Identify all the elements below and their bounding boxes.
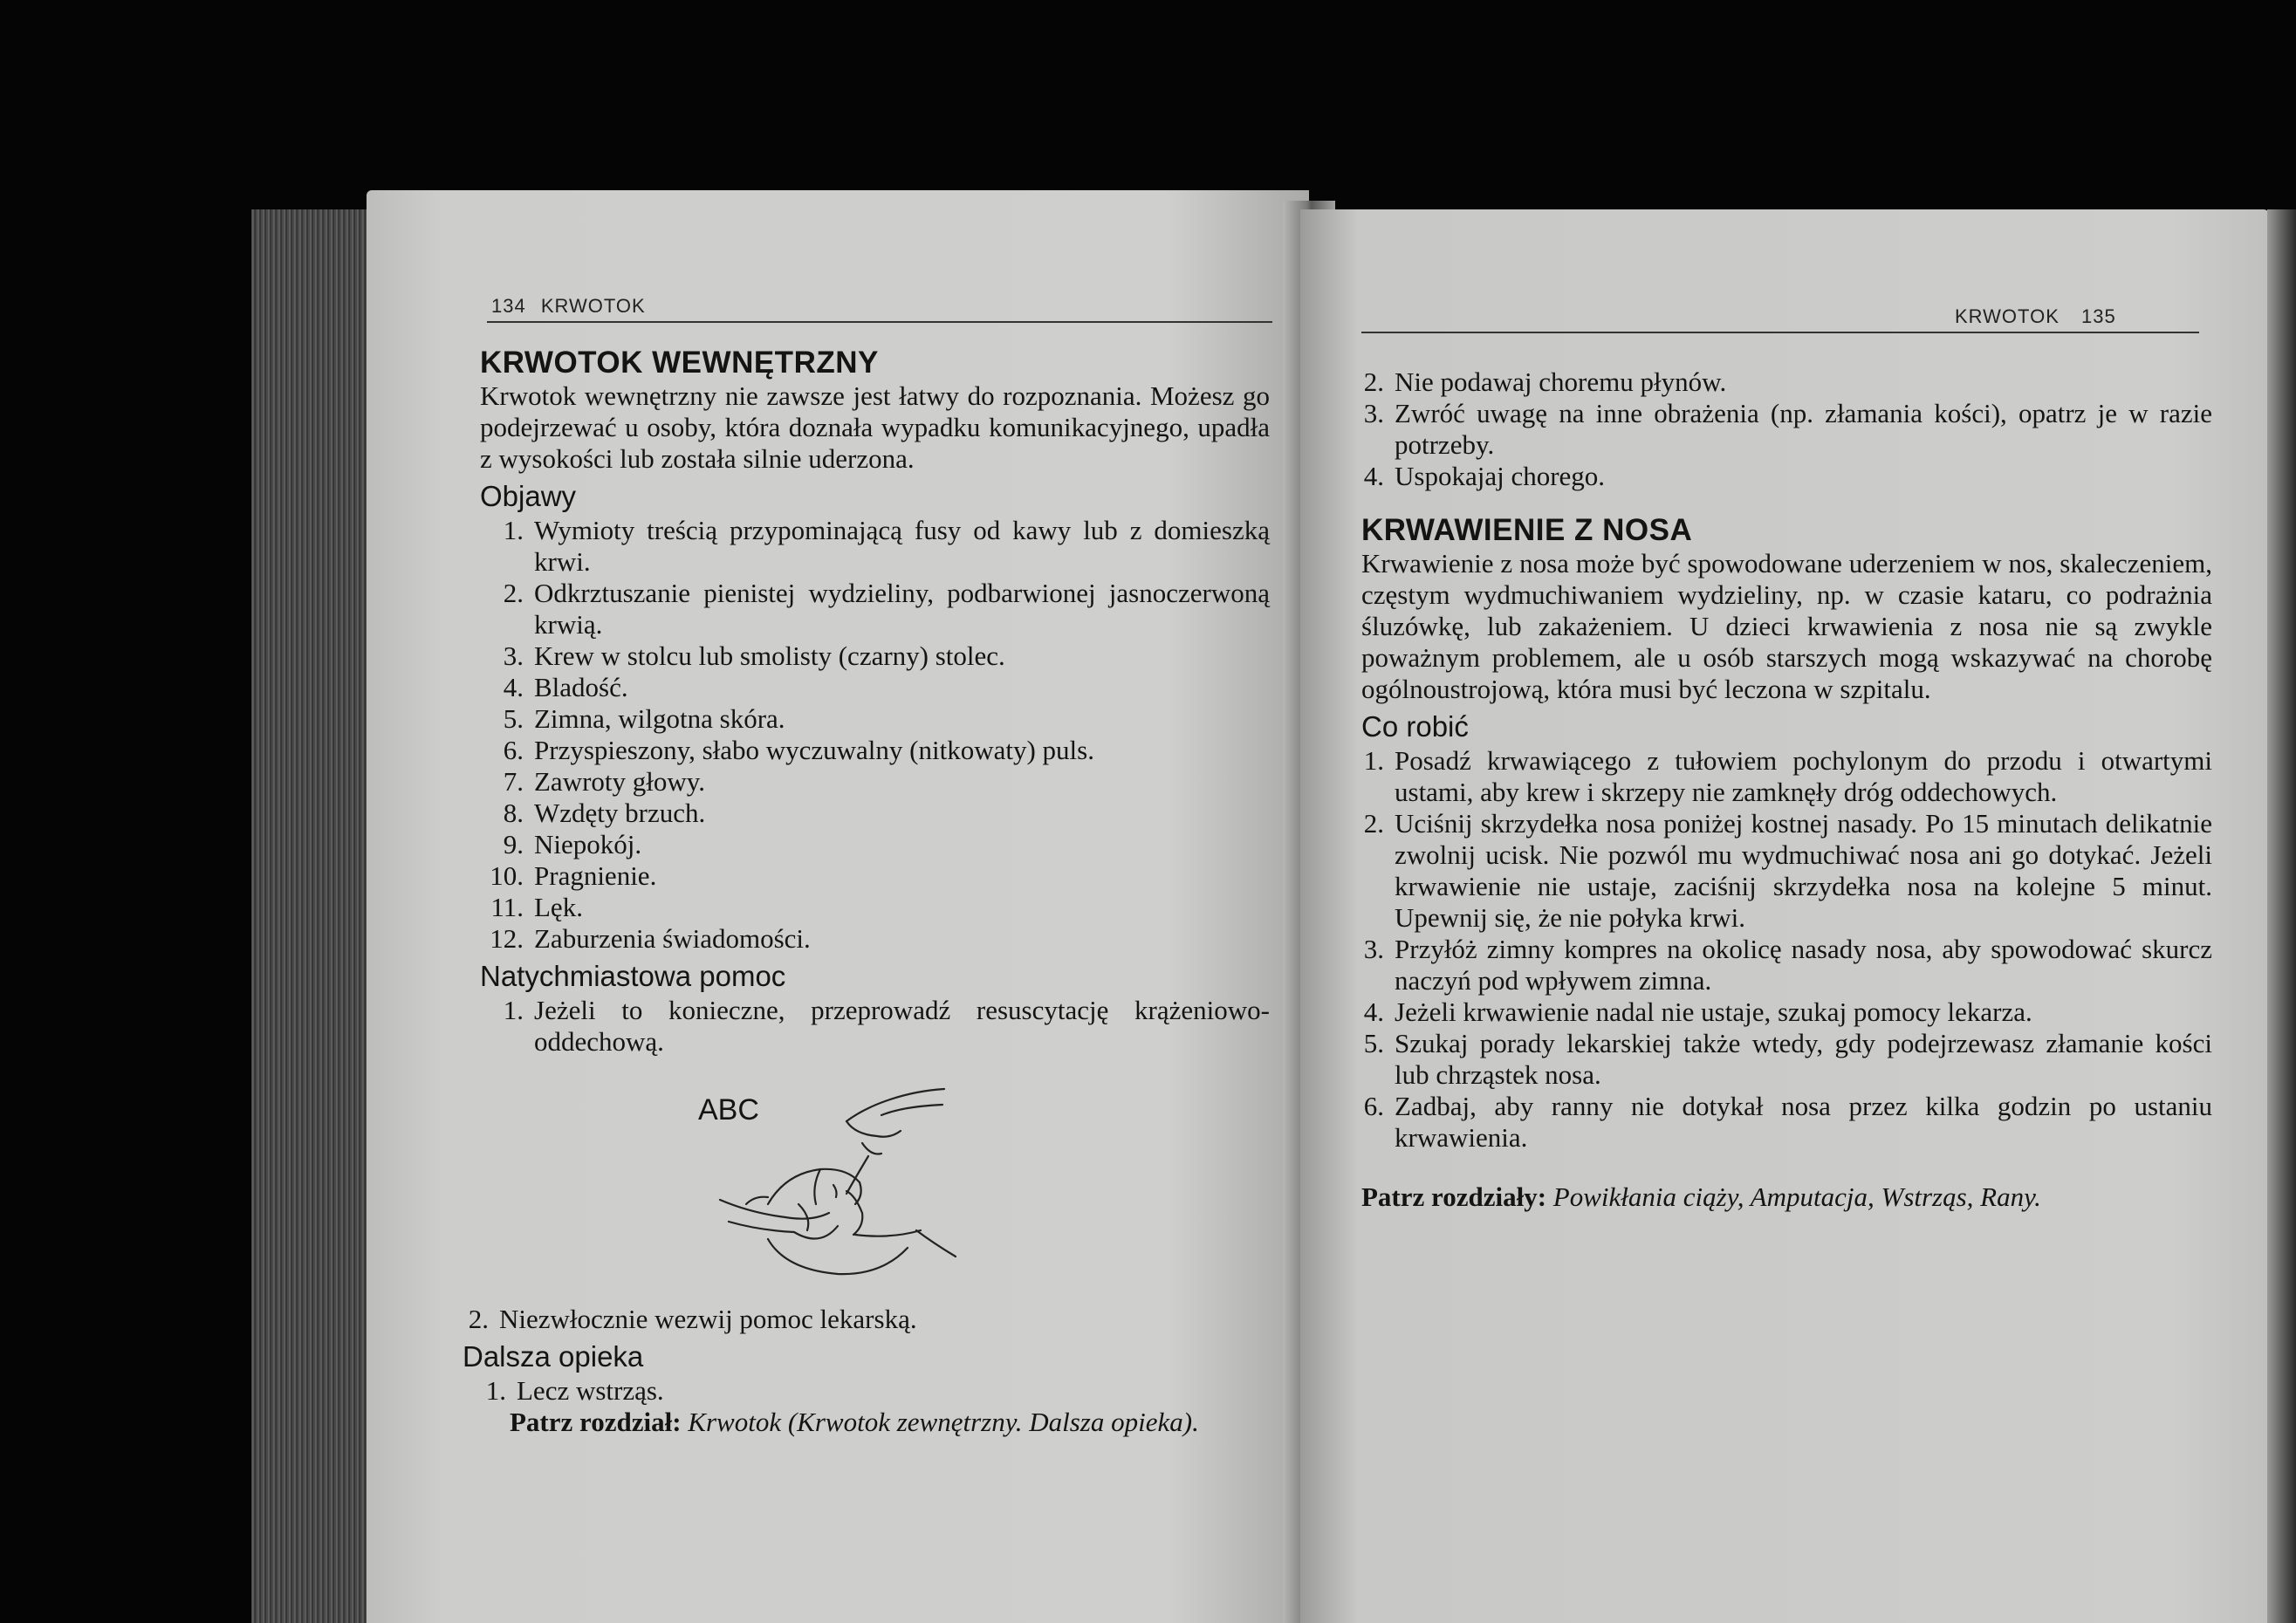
list-item-text: Wzdęty brzuch. xyxy=(534,798,706,828)
list-item xyxy=(480,515,1270,578)
list-item xyxy=(1340,461,2212,492)
symptoms-heading: Objawy xyxy=(480,480,577,512)
list-item-number: 1. xyxy=(1363,745,1384,776)
list-item-number: 9. xyxy=(503,829,524,859)
list-item-text: Uspokajaj chorego. xyxy=(1395,461,1606,491)
list-item-number: 4. xyxy=(1363,461,1384,491)
list-item xyxy=(1340,934,2212,996)
left-page-content xyxy=(463,346,1270,1438)
list-item-text: Przyłóż zimny kompres na okolicę nasady nosa, aby spowodować skurcz naczyń pod wpływem zimna. xyxy=(1395,934,2212,996)
list-item xyxy=(1340,366,2212,398)
left-see-also-link[interactable]: Krwotok (Krwotok zewnętrzny. Dalsza opieka). xyxy=(688,1407,1199,1437)
list-item-number: 2. xyxy=(503,578,524,608)
list-item-text: Krew w stolcu lub smolisty (czarny) stolec. xyxy=(534,640,1005,671)
list-item-text: Przyspieszony, słabo wyczuwalny (nitkowaty) puls. xyxy=(534,735,1094,765)
what-to-do-list xyxy=(1340,745,2212,1154)
list-item xyxy=(1340,1028,2212,1091)
list-item xyxy=(1340,1091,2212,1154)
right-page-content xyxy=(1361,366,2212,1213)
left-running-head-text: KRWOTOK xyxy=(540,295,646,317)
list-item-text: Lęk. xyxy=(534,892,583,922)
list-item-number: 3. xyxy=(503,640,524,671)
list-item xyxy=(463,1375,1270,1407)
list-item xyxy=(480,892,1270,923)
list-item-text: Pragnienie. xyxy=(534,860,657,891)
list-item-text: Niezwłocznie wezwij pomoc lekarską. xyxy=(499,1304,917,1334)
list-item xyxy=(1340,745,2212,808)
list-item xyxy=(480,578,1270,640)
page-stack-edge xyxy=(251,209,374,1623)
first-aid-list xyxy=(480,995,1270,1058)
list-item-number: 1. xyxy=(503,515,524,545)
list-item-text: Nie podawaj choremu płynów. xyxy=(1395,366,1727,397)
list-item-number: 3. xyxy=(1363,398,1384,428)
intro-paragraph: Krwotok wewnętrzny nie zawsze jest łatwy do rozpoznania. Możesz go podejrzewać u osoby, która doznała wypadku komunikacyjnego, upadła z wysokości lub została silnie uderzona. xyxy=(480,380,1270,474)
list-item-number: 4. xyxy=(1363,996,1384,1027)
list-item-number: 3. xyxy=(1363,934,1384,964)
list-item xyxy=(1340,808,2212,934)
right-running-head-text: KRWOTOK xyxy=(1955,305,2060,327)
list-item-number: 12. xyxy=(490,923,524,954)
first-aid-heading: Natychmiastowa pomoc xyxy=(480,960,786,992)
list-item xyxy=(1340,398,2212,461)
list-item xyxy=(480,995,1270,1058)
right-head-rule xyxy=(1361,332,2199,333)
list-item-text: Niepokój. xyxy=(534,829,642,859)
list-item xyxy=(480,923,1270,955)
list-item xyxy=(480,640,1270,672)
further-care-list xyxy=(463,1375,1270,1407)
symptoms-list xyxy=(480,515,1270,955)
further-care-heading: Dalsza opieka xyxy=(463,1340,644,1373)
list-item-number: 2. xyxy=(468,1304,489,1334)
left-page-number: 134 xyxy=(491,295,526,317)
continued-care-list xyxy=(1340,366,2212,492)
right-page-edge xyxy=(2267,209,2296,1623)
list-item xyxy=(445,1304,1270,1335)
list-item-number: 10. xyxy=(490,860,524,891)
list-item-number: 6. xyxy=(1363,1091,1384,1121)
list-item xyxy=(480,829,1270,860)
first-aid-list-continued xyxy=(445,1304,1270,1335)
list-item-number: 11. xyxy=(490,892,524,922)
list-item xyxy=(480,672,1270,703)
what-to-do-heading: Co robić xyxy=(1361,710,1469,743)
list-item-text: Zwróć uwagę na inne obrażenia (np. złamania kości), opatrz je w razie potrzeby. xyxy=(1395,398,2212,460)
list-item xyxy=(480,798,1270,829)
list-item xyxy=(480,703,1270,735)
left-running-head xyxy=(491,295,646,318)
list-item-text: Lecz wstrząs. xyxy=(517,1375,664,1406)
right-see-also-links[interactable]: Powikłania ciąży, Amputacja, Wstrząs, Rany. xyxy=(1552,1181,2041,1212)
list-item-text: Jeżeli krwawienie nadal nie ustaje, szukaj pomocy lekarza. xyxy=(1395,996,2032,1027)
list-item-text: Szukaj porady lekarskiej także wtedy, gdy podejrzewasz złamanie kości lub chrząstek nosa. xyxy=(1395,1028,2212,1090)
list-item-number: 5. xyxy=(503,703,524,734)
list-item-text: Zaburzenia świadomości. xyxy=(534,923,811,954)
list-item-text: Zadbaj, aby ranny nie dotykał nosa przez kilka godzin po ustaniu krwawienia. xyxy=(1395,1091,2212,1153)
list-item-text: Jeżeli to konieczne, przeprowadź resuscytację krążeniowo-oddechową. xyxy=(534,995,1270,1057)
list-item-text: Wymioty treścią przypominającą fusy od kawy lub z domieszką krwi. xyxy=(534,515,1270,577)
section-title-internal-bleeding: KRWOTOK WEWNĘTRZNY xyxy=(480,346,879,380)
list-item xyxy=(480,860,1270,892)
list-item xyxy=(480,735,1270,766)
list-item-number: 5. xyxy=(1363,1028,1384,1058)
list-item xyxy=(1340,996,2212,1028)
right-see-also xyxy=(1361,1181,2212,1213)
left-head-rule xyxy=(487,321,1272,323)
list-item-number: 4. xyxy=(503,672,524,702)
section-title-nosebleed: KRWAWIENIE Z NOSA xyxy=(1361,513,1693,547)
nosebleed-intro-paragraph: Krwawienie z nosa może być spowodowane uderzeniem w nos, skaleczeniem, częstym wydmuchiwaniem wydzieliny, np. w czasie kataru, co podrażnia śluzówkę, lub zakażeniem. U dzieci krwawienia z nosa nie są zwykle poważnym problemem, ale u osób starszych mogą wskazywać na chorobę ogólnoustrojową, która musi być leczona w szpitalu. xyxy=(1361,548,2212,704)
list-item-number: 2. xyxy=(1363,366,1384,397)
list-item-number: 1. xyxy=(485,1375,506,1406)
list-item-text: Bladość. xyxy=(534,672,628,702)
left-see-also-label: Patrz rozdział: xyxy=(510,1407,682,1437)
left-see-also xyxy=(463,1407,1270,1438)
abc-resuscitation-illustration xyxy=(480,1073,1270,1291)
right-see-also-label: Patrz rozdziały: xyxy=(1361,1181,1547,1212)
figure-label: ABC xyxy=(698,1093,759,1127)
list-item-text: Zawroty głowy. xyxy=(534,766,706,797)
right-running-head xyxy=(1955,305,2116,328)
left-page xyxy=(367,190,1309,1623)
right-page-number: 135 xyxy=(2081,305,2116,327)
list-item-number: 8. xyxy=(503,798,524,828)
list-item-text: Uciśnij skrzydełka nosa poniżej kostnej nasady. Po 15 minutach delikatnie zwolnij ucisk. Nie pozwól mu wydmuchiwać nosa ani go dotykać. Jeżeli krwawienie nie ustaje, zaciśnij skrzydełka nosa na kolejne 5 minut. Upewnij się, że nie połyka krwi. xyxy=(1395,808,2212,933)
list-item-text: Posadź krwawiącego z tułowiem pochylonym do przodu i otwartymi ustami, aby krew i skrzepy nie zamknęły dróg oddechowych. xyxy=(1395,745,2212,807)
head-tilt-chin-lift-drawing xyxy=(716,1073,1012,1291)
list-item-text: Zimna, wilgotna skóra. xyxy=(534,703,785,734)
list-item-number: 6. xyxy=(503,735,524,765)
list-item-number: 7. xyxy=(503,766,524,797)
list-item-text: Odkrztuszanie pienistej wydzieliny, podbarwionej jasnoczerwoną krwią. xyxy=(534,578,1270,640)
list-item xyxy=(480,766,1270,798)
right-page xyxy=(1300,209,2269,1623)
list-item-number: 1. xyxy=(503,995,524,1025)
list-item-number: 2. xyxy=(1363,808,1384,839)
